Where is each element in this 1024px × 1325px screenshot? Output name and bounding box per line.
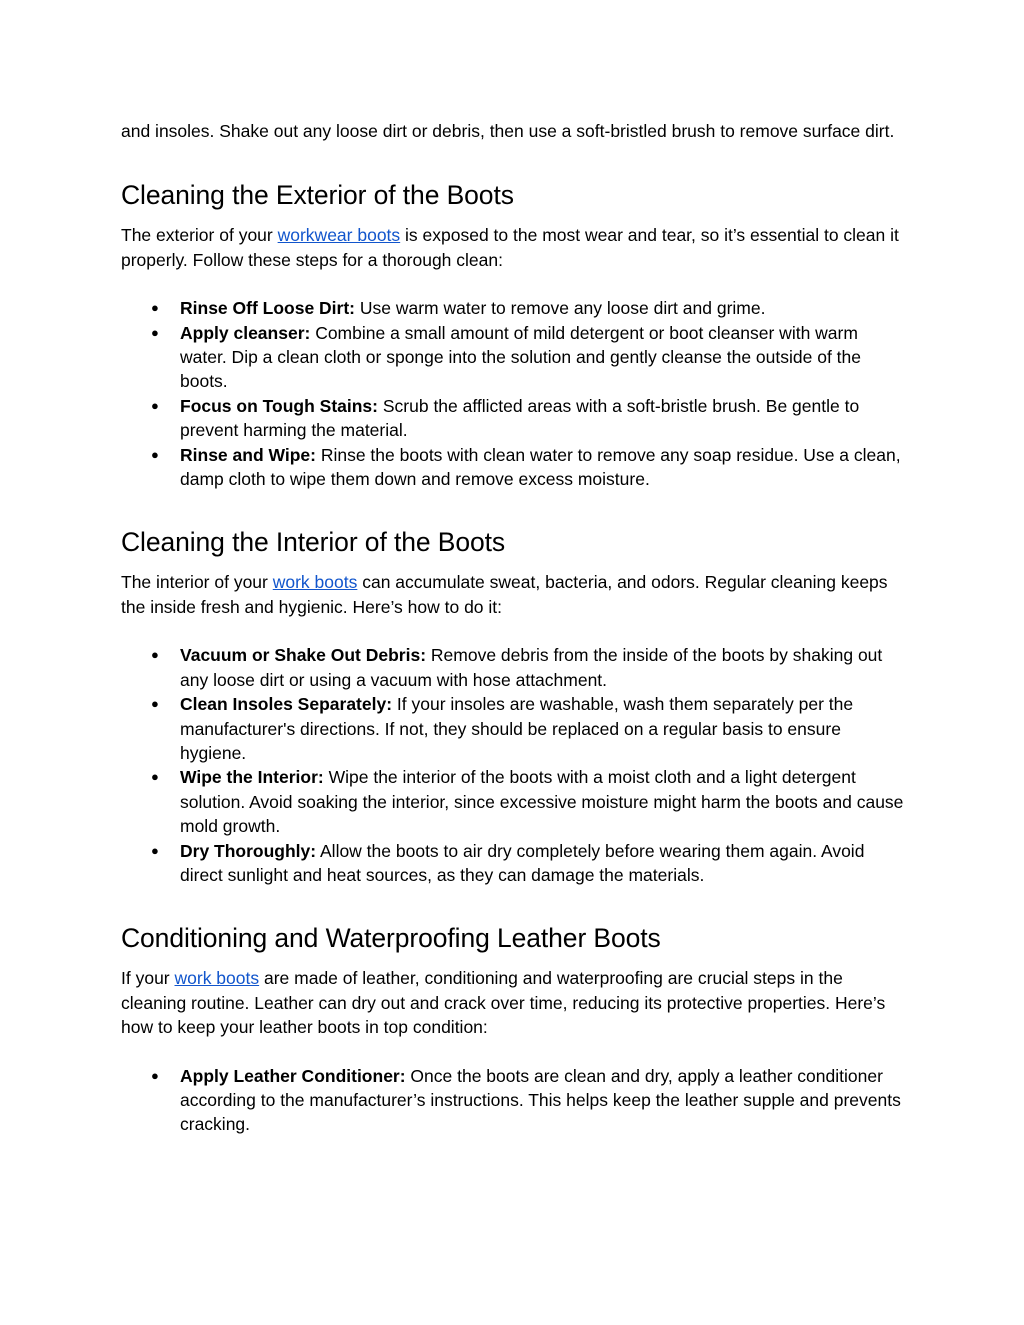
list-item-text: Once the boots are clean and dry, apply a leather conditioner according to the manufacturer’s instructions. This helps keep the leather supple and prevents cracking.: [180, 1065, 901, 1135]
list-item-term: Clean Insoles Separately:: [180, 694, 393, 715]
list-item-text: If your insoles are washable, wash them separately per the manufacturer's directions. If not, they should be replaced on a regular basis to ensure hygiene.: [180, 694, 854, 763]
paragraph-text: are made of leather, conditioning and waterproofing are crucial steps in the cleaning routine. Leather can dry out and crack over time, reducing its protective properties. Here’s how to keep your leather boots in top condition:: [121, 968, 886, 1038]
bullet-icon: ●: [151, 324, 159, 340]
list-item-text: Remove debris from the inside of the boots by shaking out any loose dirt or using a vacuum with hose attachment.: [180, 645, 883, 690]
interior-steps-list: [121, 643, 906, 887]
list-item-term: Rinse and Wipe:: [180, 444, 316, 465]
list-item-term: Vacuum or Shake Out Debris:: [180, 645, 427, 666]
list-item-term: Rinse Off Loose Dirt:: [180, 298, 356, 319]
paragraph-text: can accumulate sweat, bacteria, and odors. Regular cleaning keeps the inside fresh and hygienic. Here’s how to do it:: [121, 572, 888, 617]
paragraph-text: is exposed to the most wear and tear, so it’s essential to clean it properly. Follow these steps for a thorough clean:: [121, 225, 899, 270]
section-heading-conditioning: Conditioning and Waterproofing Leather Boots: [121, 923, 661, 954]
list-item-text: Scrub the afflicted areas with a soft-bristle brush. Be gentle to prevent harming the material.: [180, 395, 860, 441]
paragraph-text: The exterior of your: [121, 225, 278, 246]
list-item: [121, 643, 906, 692]
bullet-icon: ●: [151, 769, 159, 785]
list-item-text: Rinse the boots with clean water to remove any soap residue. Use a clean, damp cloth to wipe them down and remove excess moisture.: [180, 444, 901, 490]
section-paragraph-exterior: [121, 223, 906, 272]
bullet-icon: ●: [151, 300, 159, 316]
section-heading-interior: Cleaning the Interior of the Boots: [121, 527, 506, 558]
list-item: [121, 296, 906, 320]
document-page: [121, 119, 906, 1137]
paragraph-text: The interior of your: [121, 572, 273, 593]
section-heading-exterior: Cleaning the Exterior of the Boots: [121, 180, 514, 211]
work-boots-link[interactable]: work boots: [272, 572, 358, 593]
workwear-boots-link[interactable]: workwear boots: [277, 225, 401, 246]
exterior-steps-list: [121, 296, 906, 491]
list-item: [121, 839, 906, 888]
section-paragraph-conditioning: [121, 966, 906, 1039]
list-item-text: Wipe the interior of the boots with a moist cloth and a light detergent solution. Avoid soaking the interior, since excessive moisture might harm the boots and cause mold growth.: [180, 767, 904, 837]
work-boots-link[interactable]: work boots: [174, 968, 260, 989]
list-item-term: Wipe the Interior:: [180, 767, 324, 788]
list-item-term: Apply Leather Conditioner:: [180, 1065, 406, 1086]
bullet-icon: ●: [151, 1067, 159, 1083]
list-item: [121, 443, 906, 492]
bullet-icon: ●: [151, 446, 159, 462]
paragraph-text: If your: [121, 968, 175, 989]
list-item-term: Apply cleanser:: [180, 322, 311, 343]
bullet-icon: ●: [151, 842, 159, 858]
list-item-text: Use warm water to remove any loose dirt and grime.: [355, 298, 766, 319]
list-item-text: Allow the boots to air dry completely before wearing them again. Avoid direct sunlight and heat sources, as they can damage the materials.: [180, 840, 865, 885]
list-item: [121, 321, 906, 394]
list-item-term: Focus on Tough Stains:: [180, 395, 378, 416]
intro-paragraph: and insoles. Shake out any loose dirt or debris, then use a soft-bristled brush to remove surface dirt.: [121, 121, 895, 141]
bullet-icon: ●: [151, 397, 159, 413]
conditioning-steps-list: [121, 1064, 906, 1137]
list-item: [121, 765, 906, 838]
section-paragraph-interior: [121, 570, 906, 619]
list-item-term: Dry Thoroughly:: [180, 840, 317, 861]
bullet-icon: ●: [151, 647, 159, 663]
list-item: [121, 394, 906, 443]
list-item: [121, 1064, 906, 1137]
list-item-text: Combine a small amount of mild detergent or boot cleanser with warm water. Dip a clean cloth or sponge into the solution and gently cleanse the outside of the boots.: [180, 322, 862, 392]
bullet-icon: ●: [151, 696, 159, 712]
list-item: [121, 692, 906, 765]
